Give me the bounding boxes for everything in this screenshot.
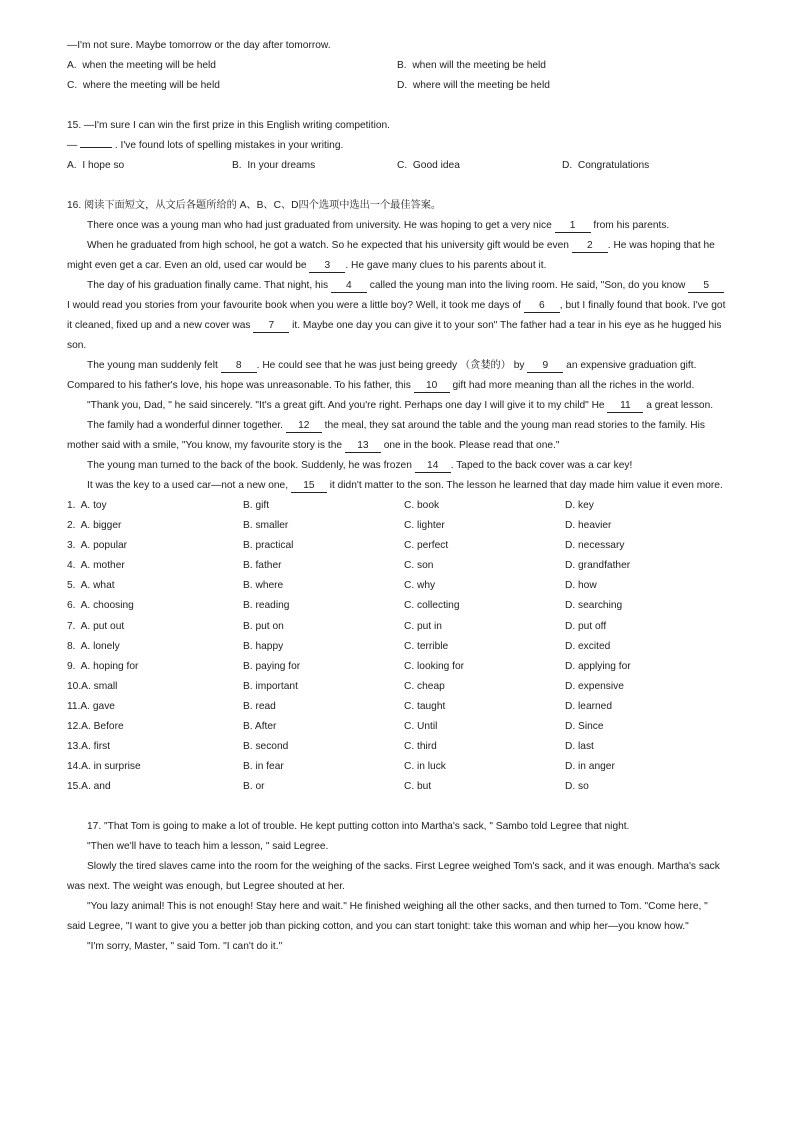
q14-option-c[interactable]: C. where the meeting will be held bbox=[67, 80, 220, 91]
choice-4-b[interactable]: B. father bbox=[243, 560, 282, 572]
q14-response: —I'm not sure. Maybe tomorrow or the day after tomorrow. bbox=[67, 40, 331, 51]
q14-option-d[interactable]: D. where will the meeting be held bbox=[397, 80, 550, 91]
choice-7-b[interactable]: B. put on bbox=[243, 620, 284, 632]
choice-9-c[interactable]: C. looking for bbox=[404, 660, 465, 672]
blank-8[interactable]: 8 bbox=[221, 359, 257, 373]
choice-15-c[interactable]: C. but bbox=[404, 781, 432, 793]
answer-blank[interactable] bbox=[80, 147, 112, 148]
choice-8-a[interactable]: 8. A. lonely bbox=[67, 640, 120, 652]
choice-5-a[interactable]: 5. A. what bbox=[67, 580, 115, 592]
choice-2-b[interactable]: B. smaller bbox=[243, 520, 289, 532]
choice-4-a[interactable]: 4. A. mother bbox=[67, 560, 125, 572]
q14-option-a[interactable]: A. when the meeting will be held bbox=[67, 60, 216, 71]
choice-13-b[interactable]: B. second bbox=[243, 741, 289, 753]
q17-paragraph: "I'm sorry, Master, " said Tom. "I can't do it." bbox=[87, 941, 283, 953]
blank-5[interactable]: 5 bbox=[688, 279, 724, 293]
choice-12-b[interactable]: B. After bbox=[243, 721, 277, 733]
passage-paragraph: The day of his graduation finally came. That night, his 4 called the young man into the living room. He said, "Son, do you know 5 I would read you stories from your favourite book when you were a little boy? Well, it took me days of 6 , but I finally found that book. I've got it cleaned, fixed up and a new cover was 7 it. Maybe one day you can give it to your son" The father had a tear in his eye as he hugged his son. bbox=[67, 280, 726, 351]
choice-12-a[interactable]: 12.A. Before bbox=[67, 721, 124, 733]
choice-11-d[interactable]: D. learned bbox=[565, 700, 613, 712]
choice-6-c[interactable]: C. collecting bbox=[404, 600, 460, 612]
choice-5-c[interactable]: C. why bbox=[404, 580, 436, 592]
choice-15-a[interactable]: 15.A. and bbox=[67, 781, 111, 793]
passage-paragraph: There once was a young man who had just graduated from university. He was hoping to get a very nice 1 from his parents. bbox=[87, 220, 670, 231]
q15-option-b[interactable]: B. In your dreams bbox=[232, 160, 316, 171]
blank-4[interactable]: 4 bbox=[331, 279, 367, 293]
choice-5-b[interactable]: B. where bbox=[243, 580, 284, 592]
choice-1-b[interactable]: B. gift bbox=[243, 500, 270, 511]
choice-1-c[interactable]: C. book bbox=[404, 500, 440, 511]
choice-4-c[interactable]: C. son bbox=[404, 560, 434, 572]
q15-option-d[interactable]: D. Congratulations bbox=[562, 160, 650, 171]
q17-paragraph: 17. "That Tom is going to make a lot of trouble. He kept putting cotton into Martha's sack, " Sambo told Legree that night. bbox=[87, 821, 630, 833]
choice-11-b[interactable]: B. read bbox=[243, 700, 276, 712]
choice-15-b[interactable]: B. or bbox=[243, 781, 265, 793]
choice-3-b[interactable]: B. practical bbox=[243, 540, 294, 552]
choice-14-a[interactable]: 14.A. in surprise bbox=[67, 761, 141, 773]
choice-8-b[interactable]: B. happy bbox=[243, 640, 284, 652]
choice-3-c[interactable]: C. perfect bbox=[404, 540, 449, 552]
choice-6-d[interactable]: D. searching bbox=[565, 600, 623, 612]
choice-7-c[interactable]: C. put in bbox=[404, 620, 442, 632]
blank-13[interactable]: 13 bbox=[345, 439, 381, 453]
blank-12[interactable]: 12 bbox=[286, 419, 322, 433]
choice-15-d[interactable]: D. so bbox=[565, 781, 589, 793]
choice-3-d[interactable]: D. necessary bbox=[565, 540, 625, 552]
q14-option-b[interactable]: B. when will the meeting be held bbox=[397, 60, 546, 71]
choice-11-a[interactable]: 11.A. gave bbox=[67, 700, 115, 712]
blank-3[interactable]: 3 bbox=[309, 259, 345, 273]
choice-1-d[interactable]: D. key bbox=[565, 500, 594, 511]
q15-option-a[interactable]: A. I hope so bbox=[67, 160, 125, 171]
choice-8-d[interactable]: D. excited bbox=[565, 640, 611, 652]
choice-8-c[interactable]: C. terrible bbox=[404, 640, 449, 652]
blank-11[interactable]: 11 bbox=[607, 399, 643, 413]
choice-2-c[interactable]: C. lighter bbox=[404, 520, 445, 532]
passage-paragraph: The family had a wonderful dinner together. 12 the meal, they sat around the table and the young man read stories to the family. His mother said with a smile, "You know, my favourite story is the 13 one in the book. Please read that one." bbox=[67, 420, 705, 451]
q15-options bbox=[67, 156, 727, 176]
choice-7-a[interactable]: 7. A. put out bbox=[67, 620, 125, 632]
blank-7[interactable]: 7 bbox=[253, 319, 289, 333]
choice-5-d[interactable]: D. how bbox=[565, 580, 597, 592]
choice-2-a[interactable]: 2. A. bigger bbox=[67, 520, 122, 532]
blank-14[interactable]: 14 bbox=[415, 459, 451, 473]
choice-12-c[interactable]: C. Until bbox=[404, 721, 438, 733]
choice-12-d[interactable]: D. Since bbox=[565, 721, 604, 733]
q14-options bbox=[67, 56, 727, 96]
choice-2-d[interactable]: D. heavier bbox=[565, 520, 612, 532]
q15-option-c[interactable]: C. Good idea bbox=[397, 160, 460, 171]
blank-2[interactable]: 2 bbox=[572, 239, 608, 253]
blank-10[interactable]: 10 bbox=[414, 379, 450, 393]
choice-14-b[interactable]: B. in fear bbox=[243, 761, 284, 773]
blank-1[interactable]: 1 bbox=[555, 219, 591, 233]
choice-14-d[interactable]: D. in anger bbox=[565, 761, 615, 773]
q17-paragraph: "You lazy animal! This is not enough! Stay here and wait." He finished weighing all the other sacks, and then turned to Tom. "Come here, " said Legree, "I want to give you a better job than picking cotton, and you can start tonight: take this woman and whip her—you know how." bbox=[67, 901, 708, 933]
q16-instruction: 16. 阅读下面短文，从文后各题所给的 A、B、C、D四个选项中选出一个最佳答案。 bbox=[67, 200, 442, 211]
q17-paragraph: "Then we'll have to teach him a lesson, " said Legree. bbox=[87, 841, 329, 853]
blank-6[interactable]: 6 bbox=[524, 299, 560, 313]
choice-9-b[interactable]: B. paying for bbox=[243, 660, 301, 672]
choice-9-a[interactable]: 9. A. hoping for bbox=[67, 660, 139, 672]
passage-paragraph: The young man turned to the back of the book. Suddenly, he was frozen 14 . Taped to the back cover was a car key! bbox=[87, 460, 633, 471]
passage-paragraph: "Thank you, Dad, " he said sincerely. "It's a great gift. And you're right. Perhaps one day I will give it to my child" He 11 a great lesson. bbox=[87, 400, 714, 411]
choice-13-c[interactable]: C. third bbox=[404, 741, 437, 753]
choice-10-d[interactable]: D. expensive bbox=[565, 680, 624, 692]
choice-9-d[interactable]: D. applying for bbox=[565, 660, 631, 672]
cloze-choices bbox=[67, 496, 727, 797]
choice-10-c[interactable]: C. cheap bbox=[404, 680, 445, 692]
choice-14-c[interactable]: C. in luck bbox=[404, 761, 446, 773]
exam-page bbox=[67, 36, 727, 957]
q17-paragraph: Slowly the tired slaves came into the room for the weighing of the sacks. First Legree weighed Tom's sack, and it was enough. Martha's sack was next. The weight was enough, but Legree shouted at her. bbox=[67, 861, 720, 893]
choice-3-a[interactable]: 3. A. popular bbox=[67, 540, 128, 552]
choice-10-b[interactable]: B. important bbox=[243, 680, 298, 692]
choice-6-a[interactable]: 6. A. choosing bbox=[67, 600, 134, 612]
choice-10-a[interactable]: 10.A. small bbox=[67, 680, 118, 692]
blank-15[interactable]: 15 bbox=[291, 479, 327, 493]
choice-13-a[interactable]: 13.A. first bbox=[67, 741, 111, 753]
blank-9[interactable]: 9 bbox=[527, 359, 563, 373]
choice-4-d[interactable]: D. grandfather bbox=[565, 560, 631, 572]
choice-13-d[interactable]: D. last bbox=[565, 741, 594, 753]
passage-paragraph: When he graduated from high school, he got a watch. So he expected that his university gift would be even 2 . He was hoping that he might even get a car. Even an old, used car would be 3 . He gave many clues to his parents about it. bbox=[67, 240, 715, 271]
choice-11-c[interactable]: C. taught bbox=[404, 700, 446, 712]
q15-reply: — . I've found lots of spelling mistakes in your writing. bbox=[67, 140, 344, 151]
choice-6-b[interactable]: B. reading bbox=[243, 600, 290, 612]
passage-paragraph: The young man suddenly felt 8 . He could see that he was just being greedy （贪婪的） by 9 an expensive graduation gift. Compared to his father's love, his hope was unreasonable. To his father, this 10 gift had more meaning than all the riches in the world. bbox=[67, 360, 697, 391]
choice-7-d[interactable]: D. put off bbox=[565, 620, 607, 632]
q15-prompt: 15. —I'm sure I can win the first prize in this English writing competition. bbox=[67, 120, 391, 131]
passage-paragraph: It was the key to a used car—not a new one, 15 it didn't matter to the son. The lesson he learned that day made him value it even more. bbox=[87, 480, 723, 491]
choice-1-a[interactable]: 1. A. toy bbox=[67, 500, 107, 511]
